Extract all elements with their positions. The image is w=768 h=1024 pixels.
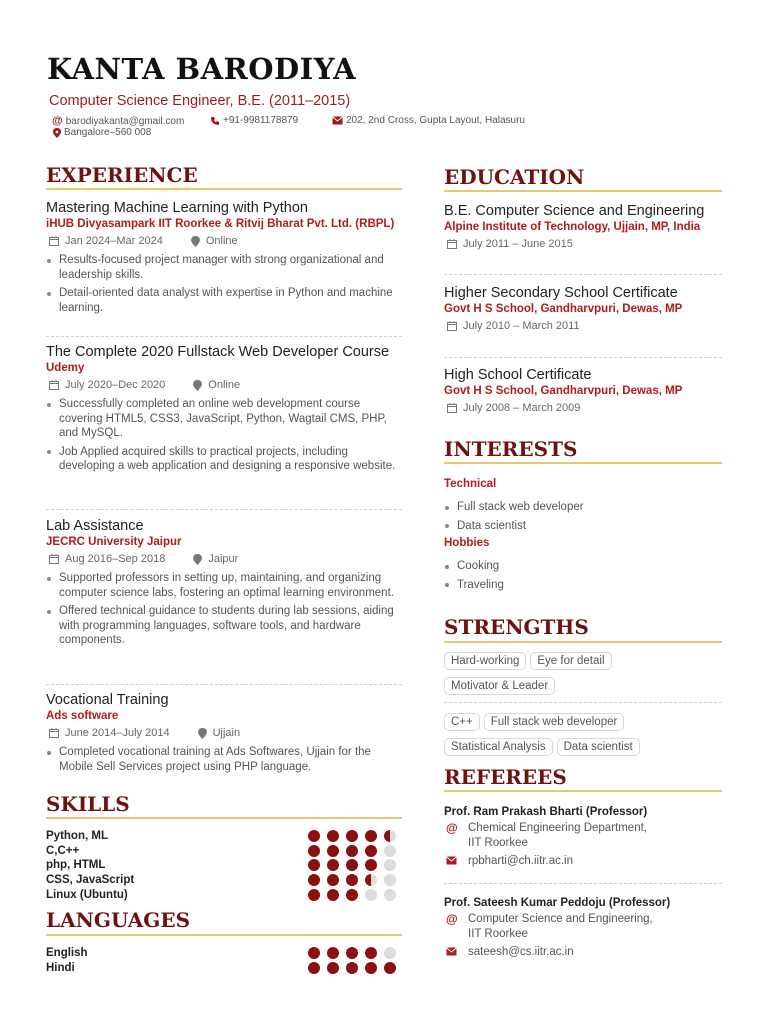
interest-item: Full stack web developer [444,500,722,515]
calendar-icon [49,728,59,738]
experience-title: The Complete 2020 Fullstack Web Developer Course [46,344,390,360]
education-meta [444,238,722,250]
divider [444,702,722,703]
location-contact [53,127,151,138]
envelope-icon [332,116,343,125]
strengths-heading: STRENGTHS [444,615,589,639]
map-pin-icon [191,236,200,247]
education-dates: July 2008 – March 2009 [463,402,581,414]
rating-dot [308,830,320,842]
rating-dot [365,962,377,974]
rating-dots [308,889,396,901]
rating-dot [308,859,320,871]
strength-tag: Full stack web developer [484,713,625,731]
skills-rule [46,817,402,819]
interest-item: Cooking [444,559,722,574]
rating-dots [308,845,396,857]
education-title: B.E. Computer Science and Engineering [444,203,705,219]
skill-name: php, HTML [46,859,106,872]
referee-affiliation [444,912,722,941]
referees-rule [444,790,722,792]
divider [46,684,402,685]
rating-dot [384,830,396,842]
rating-dot [365,947,377,959]
calendar-icon [447,239,457,249]
interest-item: Data scientist [444,519,722,534]
rating-dot [384,859,396,871]
education-item [444,203,722,250]
skill-name: Python, ML [46,830,108,843]
experience-bullets [46,397,402,474]
experience-bullets [46,253,402,315]
education-org: Govt H S School, Gandharvpuri, Dewas, MP [444,385,683,397]
referee-email-row[interactable] [444,945,722,960]
referee-name: Prof. Ram Prakash Bharti (Professor) [444,806,648,818]
interests-body [444,478,722,596]
experience-meta [46,727,402,739]
at-icon: @ [446,821,458,835]
calendar-icon [49,236,59,246]
bullet-item: Detail-oriented data analyst with expertise in Python and machine learning. [46,286,402,315]
rating-dot [365,889,377,901]
rating-dot [346,947,358,959]
experience-org: Udemy [46,362,85,374]
rating-dot [365,859,377,871]
divider [46,336,402,337]
email-contact[interactable] [52,115,184,127]
rating-dots [308,874,396,886]
education-dates: July 2010 – March 2011 [463,320,580,332]
address-contact [332,115,525,126]
strength-tag: Data scientist [557,738,640,756]
language-row [46,961,402,976]
skills-list [46,829,402,902]
rating-dots [308,830,396,842]
calendar-icon [49,380,59,390]
resume-tagline: Computer Science Engineer, B.E. (2011–2015) [49,93,351,109]
education-dates: July 2011 – June 2015 [463,238,573,250]
experience-item [46,692,402,778]
rating-dot [327,859,339,871]
map-pin-icon [193,554,202,565]
rating-dot [327,889,339,901]
envelope-icon [444,945,468,960]
bullet-item: Completed vocational training at Ads Softwares, Ujjain for the Mobile Sell Services project using PHP language. [46,745,402,774]
education-item [444,285,722,332]
resume-name: KANTA BARODIYA [47,52,357,86]
calendar-icon [447,321,457,331]
strength-tag: C++ [444,713,480,731]
rating-dot [346,962,358,974]
strength-tag: Statistical Analysis [444,738,553,756]
divider [46,509,402,510]
rating-dot [384,889,396,901]
rating-dot [384,947,396,959]
rating-dot [346,830,358,842]
experience-location: Jaipur [208,553,239,565]
experience-location: Online [205,235,238,247]
map-pin-icon [193,380,202,391]
at-icon: @ [52,115,63,127]
experience-item [46,344,402,478]
strengths-tags-2 [444,712,722,762]
hobbies-subheading: Hobbies [444,537,490,550]
bullet-item: Supported professors in setting up, maintaining, and organizing computer science labs, fostering an optimal learning environment. [46,571,402,600]
referee-email: rpbharti@ch.iitr.ac.in [468,855,573,867]
hobbies-list [444,559,722,592]
technical-list [444,500,722,533]
education-title: Higher Secondary School Certificate [444,285,678,301]
experience-location: Ujjain [212,727,241,739]
skill-row [46,887,402,902]
rating-dot [327,845,339,857]
bullet-item: Offered technical guidance to students during lab sessions, aiding with programming languages, software tools, and hardware components. [46,604,402,648]
experience-item [46,200,402,319]
divider [444,274,722,275]
experience-location: Online [208,379,241,391]
experience-dates: Aug 2016–Sep 2018 [65,553,166,565]
experience-meta [46,379,402,391]
bullet-item: Successfully completed an online web development course covering HTML5, CSS3, JavaScript, Python, Wagtail CMS, PHP, and MySQL. [46,397,402,441]
rating-dot [327,874,339,886]
calendar-icon [49,554,59,564]
experience-meta [46,553,402,565]
experience-heading: EXPERIENCE [46,163,198,187]
rating-dot [308,947,320,959]
location-text: Bangalore–560 008 [64,127,152,138]
rating-dot [384,874,396,886]
phone-icon [210,116,220,126]
experience-org: iHUB Divyasampark IIT Roorkee & Ritvij Bharat Pvt. Ltd. (RBPL) [46,218,395,230]
education-heading: EDUCATION [444,165,585,189]
experience-org: JECRC University Jaipur [46,536,182,548]
languages-rule [46,934,402,936]
rating-dot [327,947,339,959]
rating-dot [365,874,377,886]
strength-tag: Eye for detail [530,652,611,670]
rating-dot [308,874,320,886]
skill-name: CSS, JavaScript [46,874,135,887]
education-rule [444,190,722,192]
strength-tag: Motivator & Leader [444,677,555,695]
rating-dot [308,962,320,974]
at-icon: @ [446,912,458,926]
referee-item [444,897,722,960]
rating-dot [365,830,377,842]
bullet-item: Job Applied acquired skills to practical projects, including developing a web application and designing a responsive website. [46,445,402,474]
email-text: barodiyakanta@gmail.com [65,115,185,127]
rating-dot [346,845,358,857]
rating-dot [346,889,358,901]
skill-name: Linux (Ubuntu) [46,888,128,901]
referee-email-row[interactable] [444,854,722,869]
skill-name: C,C++ [46,844,80,857]
rating-dots [308,947,396,959]
address-text: 202, 2nd Cross, Gupta Layout, Halasuru [346,115,525,126]
education-title: High School Certificate [444,367,592,383]
education-meta [444,402,722,414]
map-pin-icon [198,728,207,739]
referee-email: sateesh@cs.iitr.ac.in [468,946,574,958]
referee-department: Computer Science and Engineering, [468,913,653,925]
skill-row [46,858,402,873]
experience-dates: July 2020–Dec 2020 [65,379,166,391]
interests-heading: INTERESTS [444,437,578,461]
technical-subheading: Technical [444,478,497,490]
experience-item [46,518,402,652]
experience-title: Lab Assistance [46,518,144,534]
experience-dates: Jan 2024–Mar 2024 [65,235,163,247]
rating-dot [308,845,320,857]
languages-list [46,946,402,975]
strength-tag: Hard-working [444,652,526,670]
education-org: Alpine Institute of Technology, Ujjain, MP, India [444,221,701,233]
rating-dot [346,874,358,886]
skill-row [46,873,402,888]
phone-text: +91-9981178879 [223,115,299,126]
referee-institute: IIT Roorkee [468,927,528,940]
rating-dots [308,962,396,974]
divider [444,357,722,358]
language-row [46,946,402,961]
rating-dot [346,859,358,871]
skill-row [46,829,402,844]
divider [444,883,722,884]
experience-bullets [46,745,402,774]
education-meta [444,320,722,332]
experience-title: Mastering Machine Learning with Python [46,200,308,216]
experience-org: Ads software [46,710,119,722]
language-name: English [46,947,88,960]
strengths-rule [444,641,722,643]
phone-contact[interactable] [210,115,298,126]
language-name: Hindi [46,961,75,974]
rating-dot [327,830,339,842]
referee-affiliation [444,821,722,850]
rating-dot [384,962,396,974]
envelope-icon [444,854,468,869]
interests-rule [444,462,722,464]
rating-dot [365,845,377,857]
skills-heading: SKILLS [46,792,130,816]
experience-meta [46,235,402,247]
education-org: Govt H S School, Gandharvpuri, Dewas, MP [444,303,683,315]
referee-department: Chemical Engineering Department, [468,822,647,834]
map-pin-icon [53,128,61,138]
languages-heading: LANGUAGES [46,908,191,932]
bullet-item: Results-focused project manager with strong organizational and leadership skills. [46,253,402,282]
experience-bullets [46,571,402,648]
rating-dot [327,962,339,974]
referee-item [444,806,722,869]
education-item [444,367,722,414]
referees-heading: REFEREES [444,765,567,789]
strengths-tags-1 [444,651,722,701]
calendar-icon [447,403,457,413]
referee-name: Prof. Sateesh Kumar Peddoju (Professor) [444,897,671,909]
experience-title: Vocational Training [46,692,169,708]
interest-item: Traveling [444,578,722,593]
skill-row [46,844,402,859]
referee-institute: IIT Roorkee [468,836,528,849]
rating-dots [308,859,396,871]
experience-rule [46,188,402,190]
experience-dates: June 2014–July 2014 [65,727,170,739]
rating-dot [384,845,396,857]
rating-dot [308,889,320,901]
